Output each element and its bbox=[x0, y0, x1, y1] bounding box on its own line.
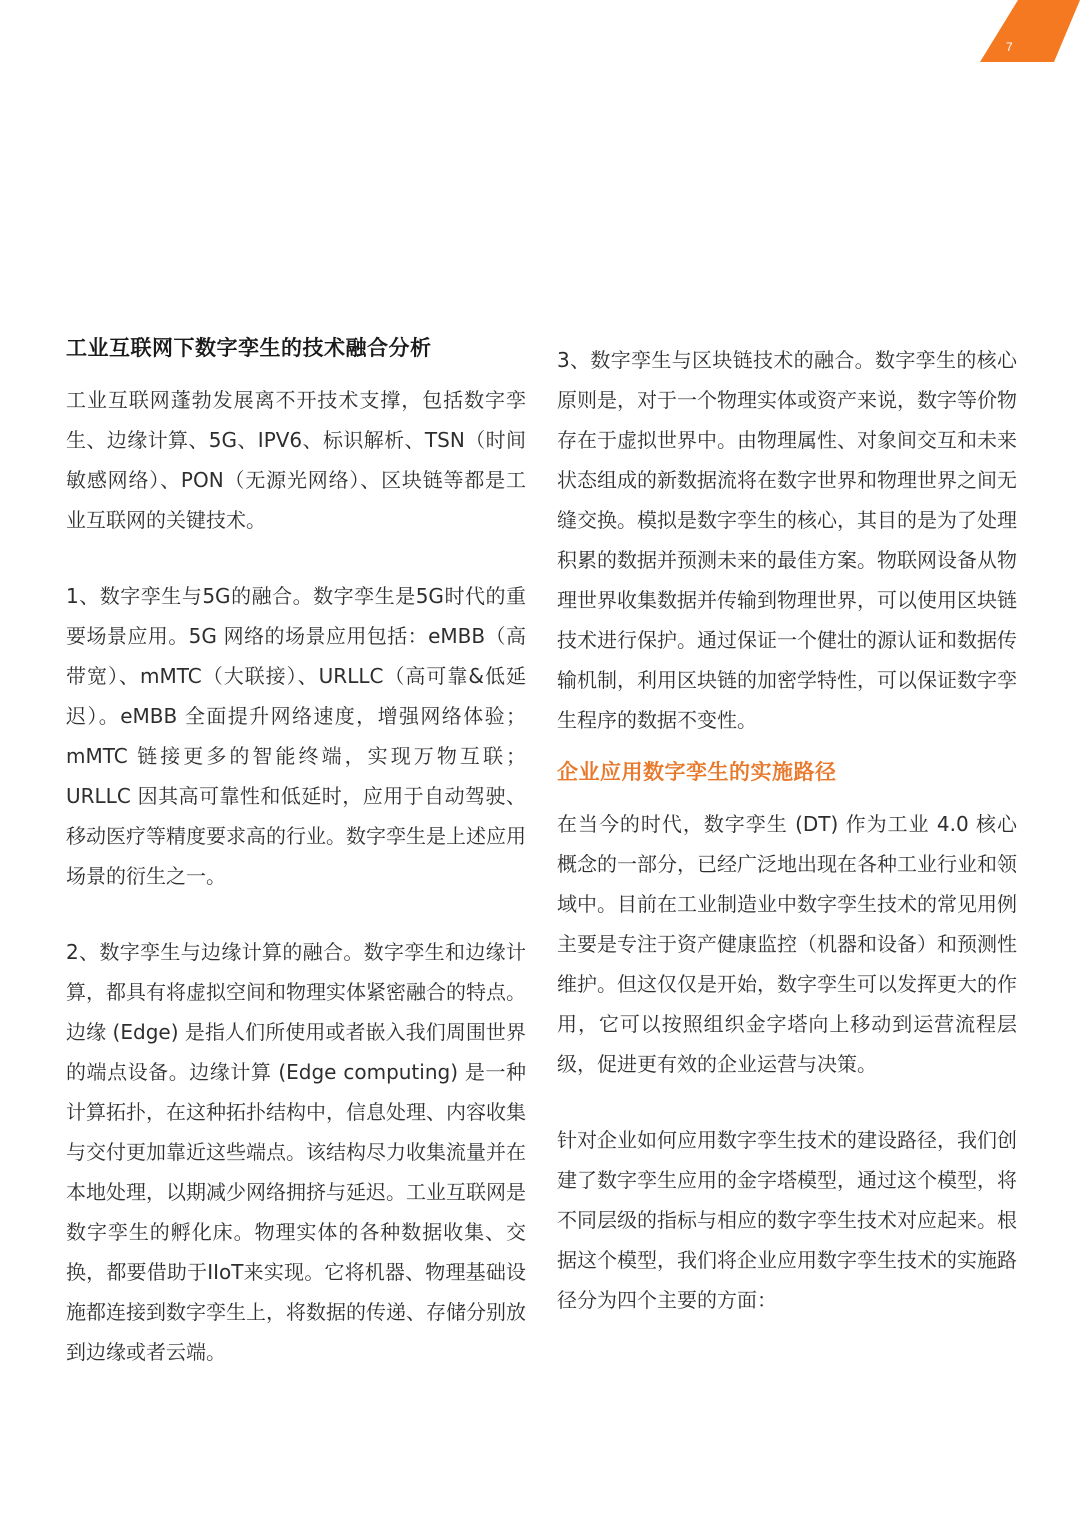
paragraph: 工业互联网蓬勃发展离不开技术支撑，包括数字孪生、边缘计算、5G、IPV6、标识解析、TSN（时间敏感网络）、PON（无源光网络）、区块链等都是工业互联网的关键技术。 bbox=[66, 388, 526, 532]
right-column bbox=[557, 340, 1017, 1356]
left-column bbox=[66, 330, 526, 1408]
paragraph: 在当今的时代，数字孪生 (DT) 作为工业 4.0 核心概念的一部分，已经广泛地出现在各种工业行业和领域中。目前在工业制造业中数字孪生技术的常见用例主要是专注于资产健康监控（机器和设备）和预测性维护。但这仅仅是开始，数字孪生可以发挥更大的作用，它可以按照组织金字塔向上移动到运营流程层级，促进更有效的企业运营与决策。 bbox=[557, 812, 1017, 1076]
page-number: 7 bbox=[1006, 40, 1013, 54]
section-heading-implementation-path: 企业应用数字孪生的实施路径 bbox=[557, 760, 837, 784]
paragraph: 3、数字孪生与区块链技术的融合。数字孪生的核心原则是，对于一个物理实体或资产来说，数字等价物存在于虚拟世界中。由物理属性、对象间交互和未来状态组成的新数据流将在数字世界和物理世界之间无缝交换。模拟是数字孪生的核心，其目的是为了处理积累的数据并预测未来的最佳方案。物联网设备从物理世界收集数据并传输到物理世界，可以使用区块链技术进行保护。通过保证一个健壮的源认证和数据传输机制，利用区块链的加密学特性，可以保证数字孪生程序的数据不变性。 bbox=[557, 348, 1017, 732]
page-corner-tab bbox=[980, 0, 1080, 62]
paragraph: 针对企业如何应用数字孪生技术的建设路径，我们创建了数字孪生应用的金字塔模型，通过这个模型，将不同层级的指标与相应的数字孪生技术对应起来。根据这个模型，我们将企业应用数字孪生技术的实施路径分为四个主要的方面： bbox=[557, 1128, 1017, 1312]
paragraph: 1、数字孪生与5G的融合。数字孪生是5G时代的重要场景应用。5G 网络的场景应用包括：eMBB（高带宽）、mMTC（大联接）、URLLC（高可靠&低延迟）。eMBB 全面提升网络速度，增强网络体验；mMTC 链接更多的智能终端，实现万物互联；URLLC 因其高可靠性和低延时，应用于自动驾驶、移动医疗等精度要求高的行业。数字孪生是上述应用场景的衍生之一。 bbox=[66, 584, 526, 888]
paragraph: 2、数字孪生与边缘计算的融合。数字孪生和边缘计算，都具有将虚拟空间和物理实体紧密融合的特点。边缘 (Edge) 是指人们所使用或者嵌入我们周围世界的端点设备。边缘计算 (Edge computing) 是一种计算拓扑，在这种拓扑结构中，信息处理、内容收集与交付更加靠近这些端点。该结构尽力收集流量并在本地处理，以期减少网络拥挤与延迟。工业互联网是数字孪生的孵化床。物理实体的各种数据收集、交换，都要借助于IIoT来实现。它将机器、物理基础设施都连接到数字孪生上，将数据的传递、存储分别放到边缘或者云端。 bbox=[66, 940, 526, 1364]
section-heading-tech-fusion: 工业互联网下数字孪生的技术融合分析 bbox=[66, 336, 432, 360]
